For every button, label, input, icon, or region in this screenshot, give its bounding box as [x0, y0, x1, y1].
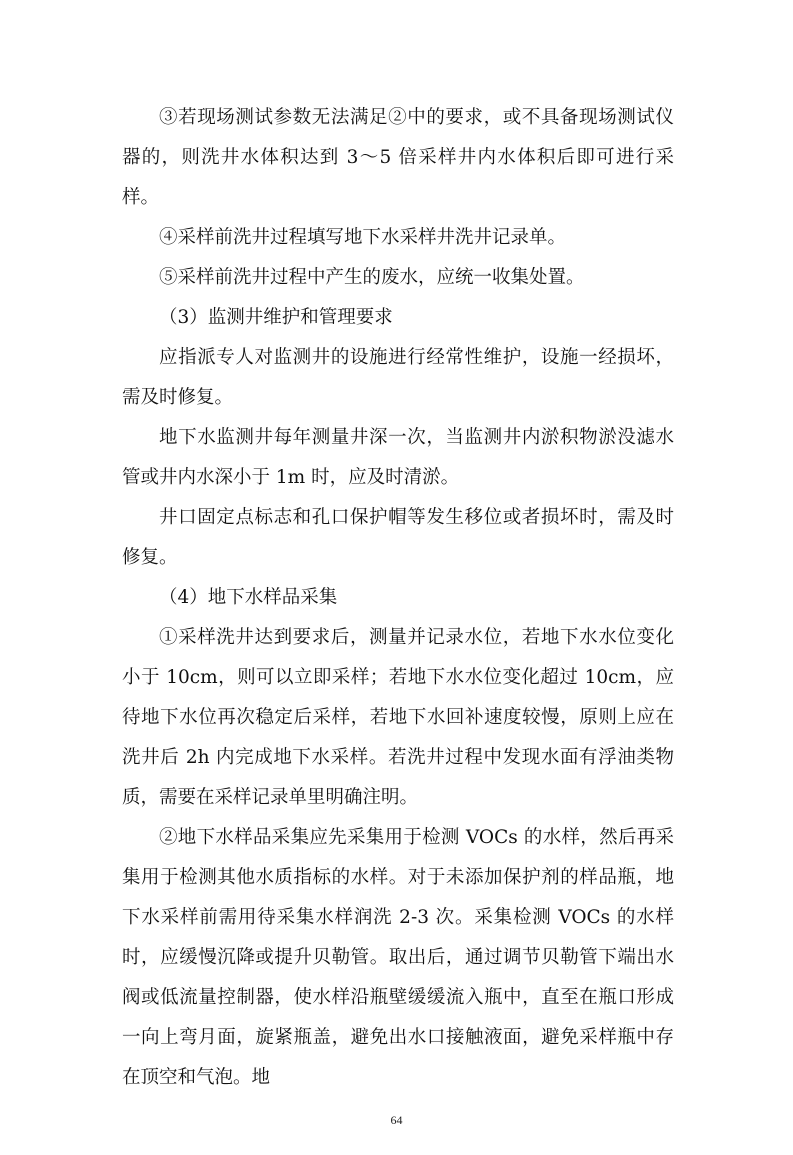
- paragraph-well-cap: 井口固定点标志和孔口保护帽等发生移位或者损坏时，需及时修复。: [122, 507, 674, 568]
- paragraph-waste-water: ⑤采样前洗井过程中产生的废水，应统一收集处置。: [159, 267, 585, 288]
- paragraph-water-level: ①采样洗井达到要求后，测量并记录水位，若地下水水位变化小于 10cm，则可以立即采样；若地下水水位变化超过 10cm，应待地下水位再次稳定后采样，若地下水回补速度较慢，原则上应在洗井后 2h 内完成地下水采样。若洗井过程中发现水面有浮油类物质，需要在采样记录单里明确注明。: [122, 627, 674, 808]
- paragraph-washing-record: ④采样前洗井过程填写地下水采样井洗井记录单。: [159, 227, 567, 248]
- page-number: 64: [390, 1113, 403, 1127]
- section-heading-sample-collection: （4）地下水样品采集: [159, 587, 338, 608]
- page-body: [122, 98, 674, 1098]
- section-heading-well-maintenance: （3）监测井维护和管理要求: [159, 307, 393, 328]
- paragraph-vocs-sampling: ②地下水样品采集应先采集用于检测 VOCs 的水样，然后再采集用于检测其他水质指标的水样。对于未添加保护剂的样品瓶，地下水采样前需用待采集水样润洗 2-3 次。采集检测 VOCs 的水样时，应缓慢沉降或提升贝勒管。取出后，通过调节贝勒管下端出水阀或低流量控制器，使水样沿瓶壁缓缓流入瓶中，直至在瓶口形成一向上弯月面，旋紧瓶盖，避免出水口接触液面，避免采样瓶中存在顶空和气泡。地: [122, 827, 674, 1088]
- paragraph-maintenance-staff: 应指派专人对监测井的设施进行经常性维护，设施一经损坏，需及时修复。: [122, 347, 674, 408]
- paragraph-well-depth: 地下水监测井每年测量井深一次，当监测井内淤积物淤没滤水管或井内水深小于 1m 时，应及时清淤。: [122, 427, 674, 488]
- paragraph-sampling-volume: ③若现场测试参数无法满足②中的要求，或不具备现场测试仪器的，则洗井水体积达到 3～5 倍采样井内水体积后即可进行采样。: [122, 107, 674, 208]
